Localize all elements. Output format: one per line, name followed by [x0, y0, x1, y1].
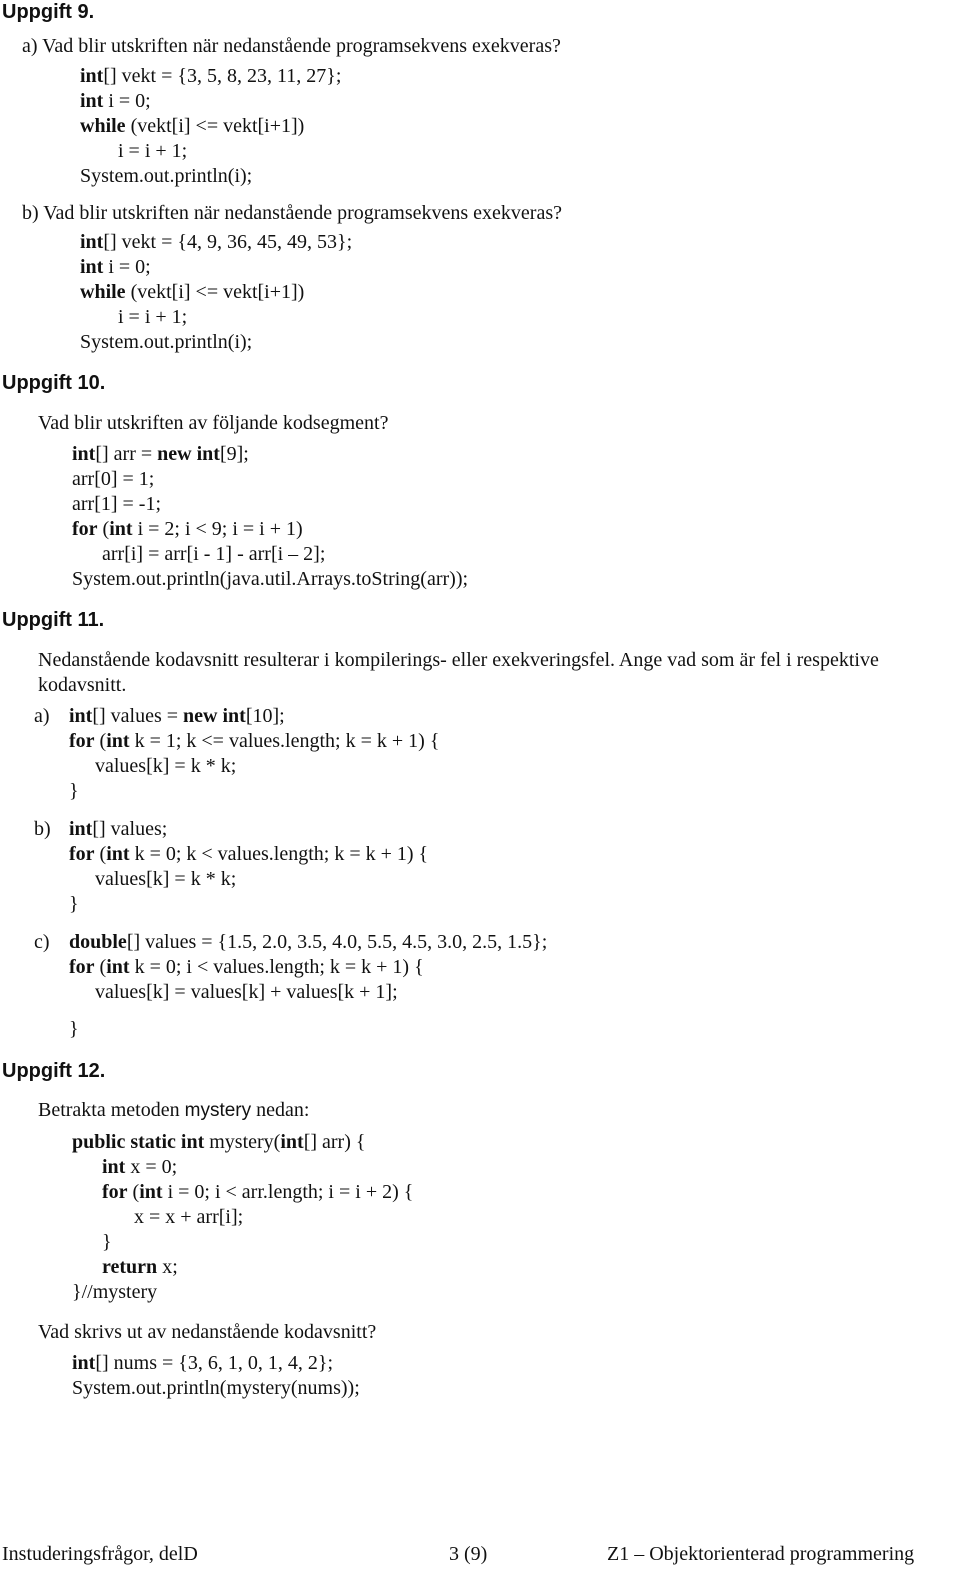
- u10-question: Vad blir utskriften av följande kodsegment?: [38, 412, 389, 434]
- u9b-code-line-1: int[] vekt = {4, 9, 36, 45, 49, 53};: [80, 231, 353, 253]
- u12-intro: Betrakta metoden mystery nedan:: [38, 1099, 310, 1121]
- u11b-code-line-2: for (int k = 0; k < values.length; k = k + 1) {: [69, 843, 429, 865]
- u11b-code-line-3: values[k] = k * k;: [95, 868, 237, 890]
- heading-uppgift-12: Uppgift 12.: [2, 1060, 106, 1082]
- u9a-code-line-5: System.out.println(i);: [80, 165, 253, 187]
- u10-code-line-4: for (int i = 2; i < 9; i = i + 1): [72, 518, 303, 540]
- footer-left: Instuderingsfrågor, delD: [2, 1543, 198, 1565]
- u12-code-line-2: System.out.println(mystery(nums));: [72, 1377, 360, 1399]
- heading-uppgift-9: Uppgift 9.: [2, 1, 95, 23]
- u11c-code-line-3: values[k] = values[k] + values[k + 1];: [95, 981, 398, 1003]
- u12-code-line-1: int[] nums = {3, 6, 1, 0, 1, 4, 2};: [72, 1352, 334, 1374]
- u11b-label: b): [34, 818, 51, 840]
- u11a-code-line-1: int[] values = new int[10];: [69, 705, 285, 727]
- u12-method-line-3: for (int i = 0; i < arr.length; i = i + 2) {: [102, 1181, 414, 1203]
- u11-intro-line-2: kodavsnitt.: [38, 674, 127, 696]
- u11c-code-line-1: double[] values = {1.5, 2.0, 3.5, 4.0, 5.5, 4.5, 3.0, 2.5, 1.5};: [69, 931, 548, 953]
- u10-code-line-5: arr[i] = arr[i - 1] - arr[i – 2];: [102, 543, 326, 565]
- u12-method-line-6: return x;: [102, 1256, 178, 1278]
- u11c-label: c): [34, 931, 50, 953]
- u10-code-line-3: arr[1] = -1;: [72, 493, 162, 515]
- u9a-code-line-2: int i = 0;: [80, 90, 151, 112]
- u10-code-line-1: int[] arr = new int[9];: [72, 443, 249, 465]
- u11a-code-line-4: }: [69, 780, 79, 802]
- u9a-question: a) Vad blir utskriften när nedanstående programsekvens exekveras?: [22, 35, 561, 57]
- u9a-code-line-3: while (vekt[i] <= vekt[i+1]): [80, 115, 305, 137]
- u12-method-line-4: x = x + arr[i];: [134, 1206, 244, 1228]
- u12-method-line-5: }: [102, 1231, 112, 1253]
- u12-method-line-2: int x = 0;: [102, 1156, 178, 1178]
- heading-uppgift-10: Uppgift 10.: [2, 372, 106, 394]
- heading-uppgift-11: Uppgift 11.: [2, 609, 105, 631]
- u9a-code-line-4: i = i + 1;: [118, 140, 188, 162]
- u9a-code-line-1: int[] vekt = {3, 5, 8, 23, 11, 27};: [80, 65, 342, 87]
- u11a-code-line-2: for (int k = 1; k <= values.length; k = k + 1) {: [69, 730, 440, 752]
- u9b-question: b) Vad blir utskriften när nedanstående programsekvens exekveras?: [22, 202, 562, 224]
- method-name: mystery: [184, 1100, 252, 1121]
- footer-page-number: 3 (9): [449, 1543, 488, 1565]
- u9b-code-line-4: i = i + 1;: [118, 306, 188, 328]
- footer-right: Z1 – Objektorienterad programmering: [607, 1543, 915, 1565]
- u12-method-line-7: }//mystery: [72, 1281, 158, 1303]
- u11b-code-line-4: }: [69, 893, 79, 915]
- u9b-code-line-2: int i = 0;: [80, 256, 151, 278]
- u11b-code-line-1: int[] values;: [69, 818, 168, 840]
- u12-question: Vad skrivs ut av nedanstående kodavsnitt?: [38, 1321, 377, 1343]
- u11a-code-line-3: values[k] = k * k;: [95, 755, 237, 777]
- u11-intro-line-1: Nedanstående kodavsnitt resulterar i kompilerings- eller exekveringsfel. Ange vad som är fel i respektive: [38, 649, 879, 671]
- u10-code-line-6: System.out.println(java.util.Arrays.toString(arr));: [72, 568, 469, 590]
- u9b-code-line-5: System.out.println(i);: [80, 331, 253, 353]
- u11c-code-line-4: }: [69, 1018, 79, 1040]
- u12-method-line-1: public static int mystery(int[] arr) {: [72, 1131, 366, 1153]
- u10-code-line-2: arr[0] = 1;: [72, 468, 155, 490]
- u11c-code-line-2: for (int k = 0; i < values.length; k = k + 1) {: [69, 956, 424, 978]
- u11a-label: a): [34, 705, 50, 727]
- u9b-code-line-3: while (vekt[i] <= vekt[i+1]): [80, 281, 305, 303]
